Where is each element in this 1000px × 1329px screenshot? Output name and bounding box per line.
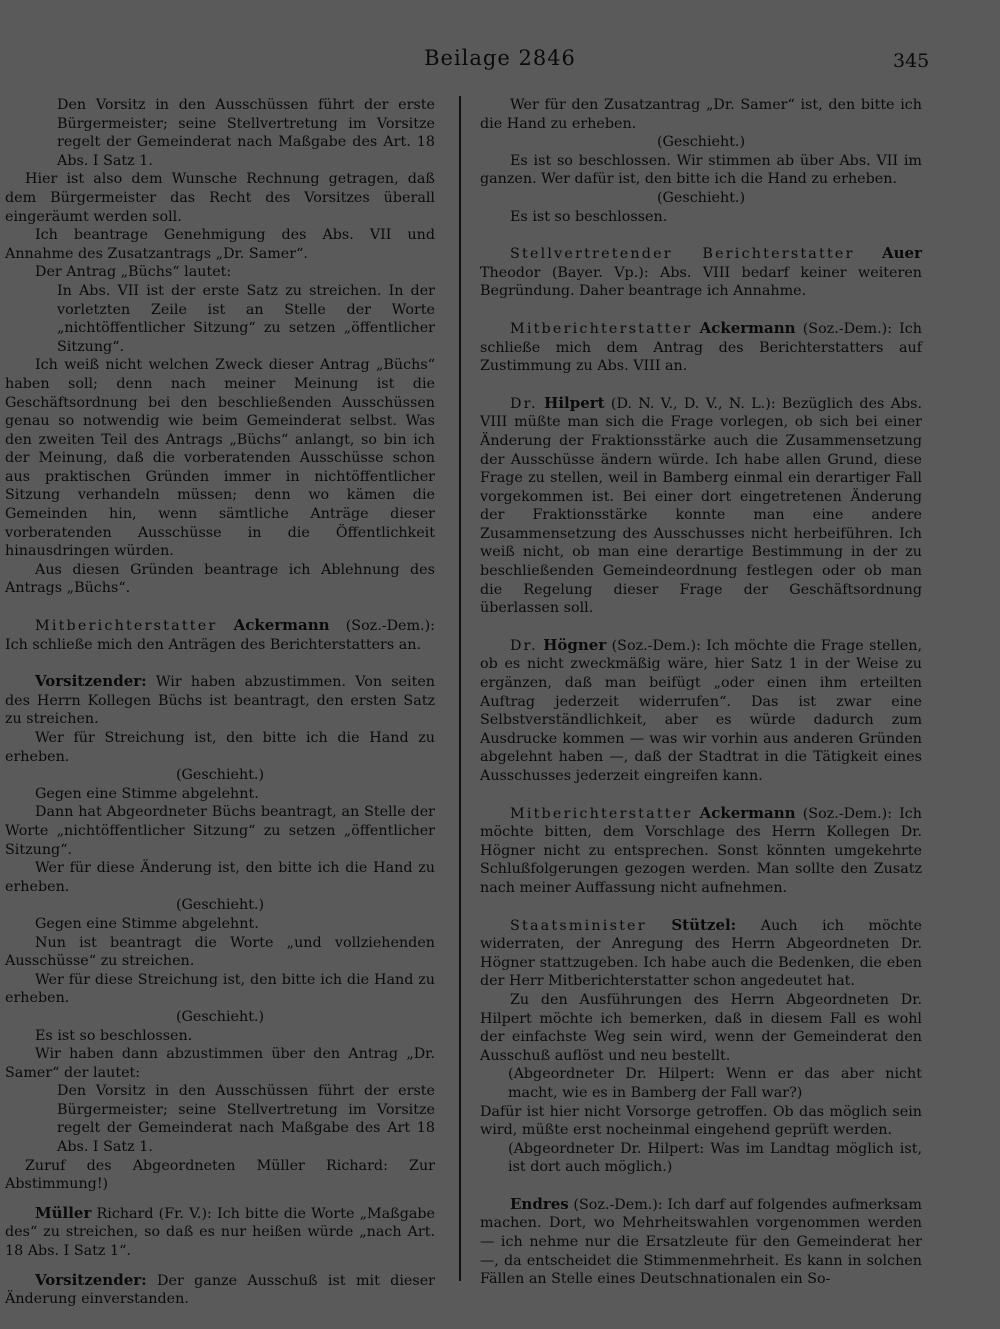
stage-direction	[5, 1008, 435, 1027]
paragraph-text: Der Antrag „Büchs“ lautet:	[35, 264, 232, 281]
speaker-name: Auer	[882, 244, 922, 263]
speaker-name: Vorsitzender:	[35, 672, 147, 691]
text-paragraph	[480, 786, 922, 804]
speech-paragraph	[480, 804, 922, 898]
paragraph-text: Richard (Fr. V.): Ich bitte die Worte „Maßgabe des“ zu streichen, so daß es nur heißen würde „nach Art. 18 Abs. I Satz 1“.	[5, 1205, 435, 1260]
text-paragraph	[5, 1157, 435, 1194]
text-paragraph	[5, 803, 435, 859]
paragraph-text: Es ist so beschlossen. Wir stimmen ab über Abs. VII im ganzen. Wer dafür ist, den bitte ich die Hand zu erheben.	[480, 152, 922, 188]
paragraph-text: (Geschieht.)	[175, 767, 265, 784]
speaker-role: Dr.	[510, 637, 538, 654]
text-paragraph	[5, 226, 435, 263]
speaker-role: Mitberichterstatter	[510, 805, 693, 822]
speech-paragraph	[5, 1204, 435, 1261]
text-paragraph	[480, 991, 922, 1065]
text-paragraph	[5, 729, 435, 766]
speech-paragraph	[5, 1271, 435, 1309]
text-paragraph	[5, 934, 435, 971]
paragraph-text: Nun ist beantragt die Worte „und vollziehenden Ausschüsse“ zu streichen.	[5, 934, 435, 970]
column-divider	[459, 96, 461, 1281]
right-column	[480, 96, 922, 1289]
paragraph-text: Der ganze Ausschuß ist mit dieser Änderung einverstanden.	[5, 1272, 435, 1308]
paragraph-text: (Geschieht.)	[656, 134, 746, 151]
paragraph-text: Dafür ist hier nicht Vorsorge getroffen. Ob das möglich sein wird, müßte erst nocheinmal eingehend geprüft werden.	[480, 1103, 922, 1139]
paragraph-text: Auch ich möchte widerraten, der Anregung des Herrn Abgeordneten Dr. Högner stattzugeben. Ich habe auch die Bedenken, die eben der Herr Mitberichterstatter schon angedeutet hat.	[480, 917, 923, 990]
stage-direction	[5, 766, 435, 785]
page-header-title: Beilage 2846	[424, 46, 576, 70]
speech-paragraph	[480, 916, 922, 991]
text-paragraph	[5, 1194, 435, 1204]
speaker-role: Dr.	[510, 395, 538, 412]
paragraph-text: (Soz.-Dem.): Ich möchte bitten, dem Vorschlage des Herrn Kollegen Dr. Högner nicht zu entsprechen. Sonst könnten umgekehrte Schlußfolgerungen gezogen werden. Man sollte den Zusatz nach meiner Auffassung nicht aufnehmen.	[480, 805, 922, 896]
paragraph-text: In Abs. VII ist der erste Satz zu streichen. In der vorletzten Zeile ist an Stelle der Worte „nichtöffentlicher Sitzung“ zu setzen „öffentlicher Sitzung“.	[57, 282, 435, 355]
paragraph-text: Den Vorsitz in den Ausschüssen führt der erste Bürgermeister; seine Stellvertretung im Vorsitze regelt der Gemeinderat nach Maßgabe des Art. 18 Abs. I Satz 1.	[57, 97, 435, 169]
speech-paragraph	[480, 244, 922, 301]
text-paragraph	[480, 898, 922, 916]
paragraph-text: Wer für diese Änderung ist, den bitte ich die Hand zu erheben.	[5, 860, 435, 895]
paragraph-text: (Soz.-Dem.): Ich schließe mich den Anträgen des Berichterstatters an.	[5, 618, 435, 653]
paragraph-text: Wer für diese Streichung ist, den bitte ich die Hand zu erheben.	[5, 971, 435, 1007]
paragraph-text: (Soz.-Dem.): Ich schließe mich dem Antrag des Berichterstatters auf Zustimmung zu Abs. VIII an.	[480, 320, 922, 375]
paragraph-text: Zuruf des Abgeordneten Müller Richard: Zur Abstimmung!)	[5, 1157, 435, 1193]
speaker-role: Mitberichterstatter	[510, 320, 693, 337]
speaker-name: Ackermann	[699, 803, 796, 822]
paragraph-text: Theodor (Bayer. Vp.): Abs. VIII bedarf keiner weiteren Begründung. Daher beantrage ich Annahme.	[480, 264, 922, 300]
text-paragraph	[5, 654, 435, 672]
speaker-role: Mitberichterstatter	[35, 618, 218, 635]
paragraph-text: Wer für den Zusatzantrag „Dr. Samer“ ist, den bitte ich die Hand zu erheben.	[480, 97, 922, 132]
text-paragraph	[480, 208, 922, 227]
paragraph-text: (Geschieht.)	[656, 189, 746, 206]
text-paragraph	[480, 376, 922, 394]
speaker-name: Högner	[543, 635, 607, 654]
text-paragraph	[5, 971, 435, 1008]
speaker-name: Endres	[510, 1194, 569, 1213]
paragraph-text: Hier ist also dem Wunsche Rechnung getragen, daß dem Bürgermeister das Recht des Vorsitzes überall eingeräumt werden soll.	[5, 171, 435, 225]
speech-paragraph	[480, 636, 922, 786]
text-paragraph	[480, 1140, 922, 1177]
paragraph-text: Es ist so beschlossen.	[35, 1027, 193, 1044]
speaker-role: Staatsminister	[510, 917, 647, 934]
text-paragraph	[480, 301, 922, 319]
text-paragraph	[5, 356, 435, 561]
paragraph-text: Wir haben abzustimmen. Von seiten des Herrn Kollegen Büchs ist beantragt, den ersten Satz zu streichen.	[5, 674, 435, 728]
paragraph-text: Zu den Ausführungen des Herrn Abgeordneten Dr. Hilpert möchte ich bemerken, daß in diesem Fall es wohl der einfachste Weg sein wird, wenn der Gemeinderat den Ausschuß auflöst und neu bestellt.	[480, 991, 922, 1064]
speaker-name: Müller	[35, 1203, 92, 1222]
speech-paragraph	[480, 1195, 922, 1289]
text-paragraph	[480, 226, 922, 244]
paragraph-text: Ich beantrage Genehmigung des Abs. VII und Annahme des Zusatzantrags „Dr. Samer“.	[5, 227, 435, 262]
text-paragraph	[5, 785, 435, 804]
paragraph-text: (Geschieht.)	[175, 1008, 265, 1025]
speaker-name: Stützel:	[671, 915, 737, 934]
text-paragraph	[5, 263, 435, 282]
text-paragraph	[5, 915, 435, 934]
stage-direction	[5, 896, 435, 915]
paragraph-text: (Geschieht.)	[175, 897, 265, 914]
speaker-name: Hilpert	[544, 393, 605, 412]
text-paragraph	[480, 96, 922, 133]
paragraph-text: Den Vorsitz in den Ausschüssen führt der erste Bürgermeister; seine Stellvertretung im Vorsitze regelt der Gemeinderat nach Maßgabe des Art 18 Abs. I Satz 1.	[57, 1083, 435, 1156]
text-paragraph	[480, 152, 922, 189]
text-paragraph	[5, 859, 435, 896]
text-paragraph	[480, 618, 922, 636]
paragraph-text: (Soz.-Dem.): Ich darf auf folgendes aufmerksam machen. Dort, wo Mehrheitswahlen vorgenommen werden — ich nehme nur die Ersatzleute für den Gemeinderat her —, da entscheidet die Stimmenmehrheit. Es kann in solchen Fällen an Stelle eines Deutschnationalen ein So-	[480, 1196, 922, 1288]
speech-paragraph	[480, 394, 922, 618]
text-paragraph	[5, 1082, 435, 1156]
speaker-role: Stellvertretender Berichterstatter	[510, 246, 855, 263]
text-paragraph	[5, 96, 435, 170]
left-column	[5, 96, 435, 1309]
paragraph-text: Gegen eine Stimme abgelehnt.	[35, 915, 259, 932]
paragraph-text: Wer für Streichung ist, den bitte ich die Hand zu erheben.	[5, 730, 435, 765]
speech-paragraph	[5, 616, 435, 654]
text-paragraph	[5, 282, 435, 356]
speech-paragraph	[5, 672, 435, 729]
text-paragraph	[480, 1103, 922, 1140]
speaker-name: Ackermann	[233, 616, 330, 635]
paragraph-text: Dann hat Abgeordneter Büchs beantragt, an Stelle der Worte „nichtöffentlicher Sitzung“ zu setzen „öffentlicher Sitzung“.	[5, 804, 435, 858]
paragraph-text: (Abgeordneter Dr. Hilpert: Wenn er das aber nicht macht, wie es in Bamberg der Fall war?)	[508, 1066, 922, 1101]
paragraph-text: Gegen eine Stimme abgelehnt.	[35, 785, 259, 802]
paragraph-text: Es ist so beschlossen.	[510, 208, 668, 225]
text-paragraph	[5, 1045, 435, 1082]
paragraph-text: Wir haben dann abzustimmen über den Antrag „Dr. Samer“ der lautet:	[5, 1046, 435, 1081]
text-paragraph	[5, 598, 435, 616]
text-paragraph	[5, 170, 435, 226]
text-paragraph	[5, 1027, 435, 1046]
speech-paragraph	[480, 319, 922, 376]
paragraph-text: (Soz.-Dem.): Ich möchte die Frage stellen, ob es nicht zweckmäßig wäre, hier Satz 1 in der Weise zu ergänzen, daß man beifügt „oder einen ihm erteilten Auftrag jederzeit widerrufen“. Das ist zwar eine Selbstverständlichkeit, aber es würde dadurch zum Ausdrucke kommen — was wir vorhin aus anderen Gründen abgelehnt haben —, daß der Stadtrat in die Tätigkeit eines Ausschusses jederzeit eingreifen kann.	[480, 637, 923, 784]
paragraph-text: Ich weiß nicht welchen Zweck dieser Antrag „Büchs“ haben soll; denn nach meiner Meinung ist die Geschäftsordnung bei den beschließenden Ausschüssen genau so notwendig wie beim Gemeinderat selbst. Was den zweiten Teil des Antrags „Büchs“ anlangt, so bin ich der Meinung, daß die vorberatenden Ausschüsse schon aus praktischen Gründen immer in nichtöffentlicher Sitzung verhandeln müssen; denn wo kämen die Gemeinden hin, wenn sämtliche Anträge dieser vorberatenden Ausschüsse in die Öffentlichkeit hinausdringen würden.	[5, 357, 435, 560]
text-paragraph	[5, 561, 435, 598]
text-paragraph	[480, 1065, 922, 1102]
text-paragraph	[480, 1177, 922, 1195]
speaker-name: Ackermann	[699, 318, 796, 337]
paragraph-text: (D. N. V., D. V., N. L.): Bezüglich des Abs. VIII müßte man sich die Frage vorlegen, ob sich bei einer Änderung der Fraktionsstärke auch die Zusammensetzung der Ausschüsse ändern würde. Ich habe allen Grund, diese Frage zu stellen, weil in Bamberg einmal ein derartiger Fall vorgekommen ist. Bei einer dort eingetretenen Änderung der Fraktionsstärke konnte man eine andere Zusammensetzung des Ausschusses nicht herbeiführen. Ich weiß nicht, ob man eine derartige Bestimmung in der zu beschließenden Gemeindeordnung festlegen oder ob man die Regelung dieser Frage der Geschäftsordnung überlassen soll.	[480, 395, 922, 617]
speaker-name: Vorsitzender:	[35, 1270, 147, 1289]
stage-direction	[480, 133, 922, 152]
paragraph-text: Aus diesen Gründen beantrage ich Ablehnung des Antrags „Büchs“.	[5, 561, 435, 597]
page-number: 345	[893, 50, 930, 72]
stage-direction	[480, 189, 922, 208]
text-paragraph	[5, 1261, 435, 1271]
paragraph-text: (Abgeordneter Dr. Hilpert: Was im Landtag möglich ist, ist dort auch möglich.)	[508, 1140, 922, 1176]
